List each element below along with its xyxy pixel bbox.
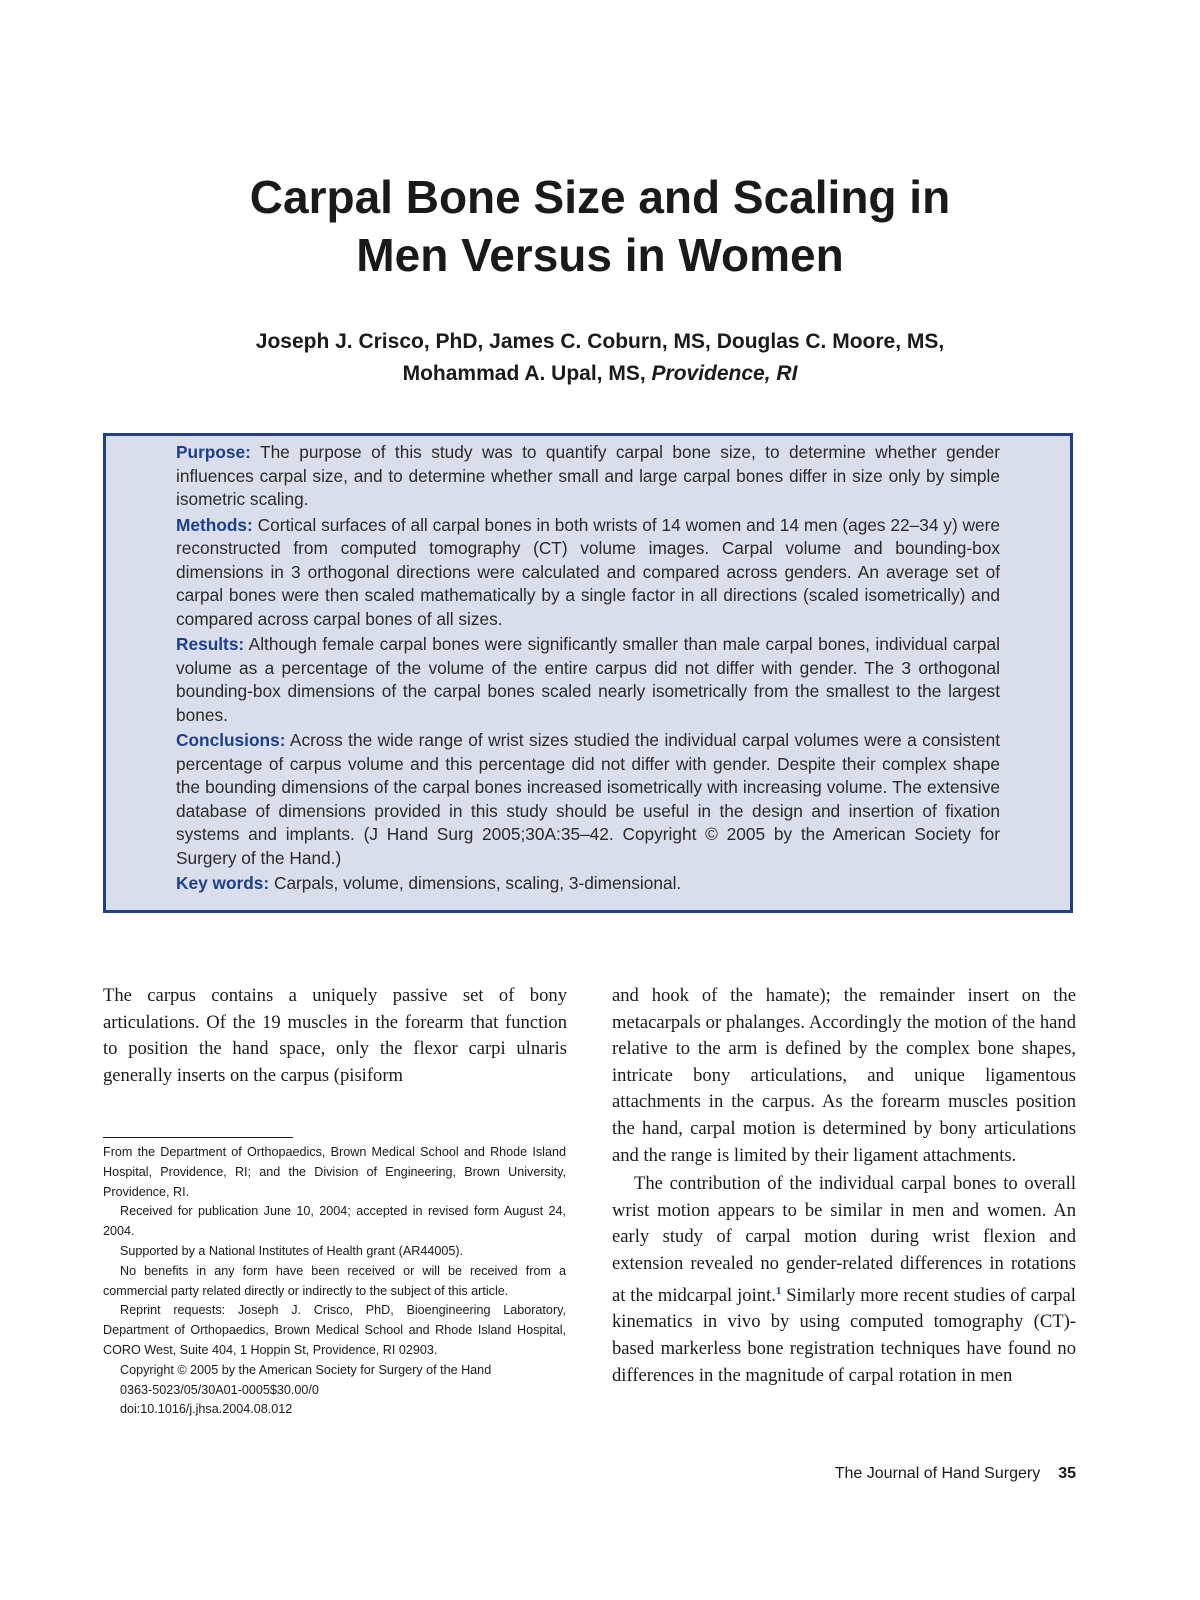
conclusions-label: Conclusions:: [176, 730, 286, 750]
conclusions-text: Across the wide range of wrist sizes studied the individual carpal volumes were a consistent percentage of carpus volume and this percentage did not differ with gender. Despite their complex shape the bounding dimensions of the carpal bones increased isometrically with increasing volume. The extensive database of dimensions provided in this study should be useful in the design and insertion of fixation systems and implants. (J Hand Surg 2005;30A:35–42. Copyright © 2005 by the American Society for Surgery of the Hand.): [176, 730, 1000, 868]
authors-line-2-names: Mohammad A. Upal, MS,: [402, 362, 652, 385]
body-left-column: [103, 983, 567, 1089]
reference-marker[interactable]: 1: [775, 1284, 782, 1297]
keywords-label: Key words:: [176, 873, 270, 893]
keywords-text: Carpals, volume, dimensions, scaling, 3-dimensional.: [269, 873, 682, 893]
abstract-conclusions: [176, 729, 1000, 870]
author-location: Providence, RI: [651, 362, 798, 385]
methods-label: Methods:: [176, 514, 253, 535]
footnote-issn: 0363-5023/05/30A01-0005$30.00/0: [120, 1382, 319, 1397]
footnote-copyright: Copyright © 2005 by the American Society for Surgery of the Hand: [120, 1362, 492, 1377]
abstract-methods: [176, 514, 1000, 632]
footnotes: [103, 1143, 566, 1420]
abstract-box: [103, 433, 1073, 913]
footnote-reprint: Reprint requests: Joseph J. Crisco, PhD, Bioengineering Laboratory, Department of Orthopaedics, Brown Medical School and Rhode Island Hospital, CORO West, Suite 404, 1 Hoppin St, Providence, RI 02903.: [103, 1303, 566, 1357]
body-right-column: [612, 983, 1076, 1389]
page-number: 35: [1058, 1465, 1076, 1482]
authors-line-2: [0, 358, 1200, 390]
footnote-received: Received for publication June 10, 2004; accepted in revised form August 24, 2004.: [103, 1204, 566, 1239]
abstract-keywords: [176, 872, 1000, 896]
footnote-benefits: No benefits in any form have been received or will be received from a commercial party related directly or indirectly to the subject of this article.: [103, 1263, 566, 1298]
page-footer: [835, 1465, 1076, 1483]
methods-text: Cortical surfaces of all carpal bones in both wrists of 14 women and 14 men (ages 22–34 y) were reconstructed from computed tomography (CT) volume images. Carpal volume and bounding-box dimensions in 3 orthogonal directions were calculated and compared across genders. An average set of carpal bones were then scaled mathematically by a single factor in all directions (scaled isometrically) and compared across carpal bones of all sizes.: [176, 514, 1000, 629]
purpose-text: The purpose of this study was to quantify carpal bone size, to determine whether gender influences carpal size, and to determine whether small and large carpal bones differ in size only by simple isometric scaling.: [176, 442, 1000, 509]
results-label: Results:: [176, 634, 245, 654]
journal-name: The Journal of Hand Surgery: [834, 1465, 1041, 1482]
body-paragraph: [612, 1171, 1076, 1389]
body-text: The contribution of the individual carpal bones to overall wrist motion appears to be similar in men and women. An early study of carpal motion during wrist flexion and extension revealed no gender-related differences in rotations at the midcarpal joint.: [612, 1173, 1076, 1306]
title-line-1: Carpal Bone Size and Scaling in: [249, 171, 951, 223]
purpose-label: Purpose:: [176, 442, 251, 462]
body-paragraph: The carpus contains a uniquely passive set of bony articulations. Of the 19 muscles in the forearm that function to position the hand space, only the flexor carpi ulnaris generally inserts on the carpus (pisiform: [103, 985, 567, 1086]
footnote-grant: Supported by a National Institutes of Health grant (AR44005).: [120, 1243, 464, 1258]
results-text: Although female carpal bones were significantly smaller than male carpal bones, individual carpal volume as a percentage of the volume of the entire carpus did not differ with gender. The 3 orthogonal bounding-box dimensions of the carpal bones scaled nearly isometrically from the smallest to the largest bones.: [176, 634, 1000, 725]
abstract-results: [176, 633, 1000, 727]
article-title: [0, 168, 1200, 284]
footnote-doi: doi:10.1016/j.jhsa.2004.08.012: [120, 1402, 293, 1417]
authors-line-1: Joseph J. Crisco, PhD, James C. Coburn, MS, Douglas C. Moore, MS,: [255, 330, 945, 353]
title-line-2: Men Versus in Women: [356, 229, 844, 281]
body-paragraph: and hook of the hamate); the remainder insert on the metacarpals or phalanges. Accordingly the motion of the hand relative to the arm is defined by the complex bone shapes, intricate bony articulations, and unique ligamentous attachments in the carpus. As the forearm muscles position the hand, carpal motion is determined by bony articulations and the range is limited by their ligament attachments.: [612, 985, 1076, 1166]
abstract-purpose: [176, 441, 1000, 512]
footnote-divider: [103, 1137, 293, 1138]
author-list: [0, 326, 1200, 390]
footnote-affiliation: From the Department of Orthopaedics, Brown Medical School and Rhode Island Hospital, Providence, RI; and the Division of Engineering, Brown University, Providence, RI.: [103, 1145, 566, 1199]
body-text: Similarly more recent studies of carpal kinematics in vivo by using computed tomography (CT)-based markerless bone registration techniques have found no differences in the magnitude of carpal rotation in men: [612, 1284, 1076, 1386]
